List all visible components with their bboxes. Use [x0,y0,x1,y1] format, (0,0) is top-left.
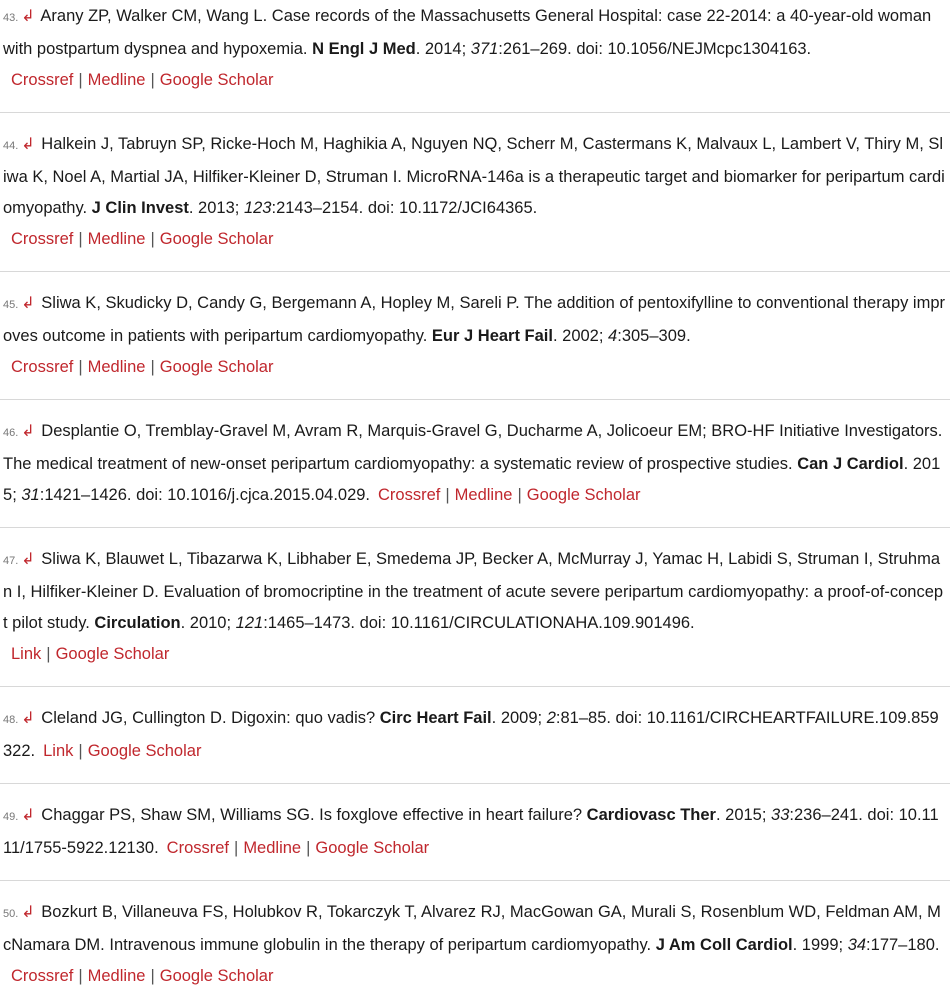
reference-title: Intravenous immune globulin in the therapy of peripartum cardiomyopathy. [109,936,652,954]
reference-number: 44. [3,140,19,152]
reference-title: Is foxglove effective in heart failure? [319,806,583,824]
reference-item: 48. ↲ Cleland JG, Cullington D. Digoxin: quo vadis? Circ Heart Fail. 2009; 2:81–85. doi: 10.1161/CIRCHEARTFAILURE.109.859322. Link | Google Scholar [0,687,950,784]
medline-link[interactable]: Medline [87,967,146,985]
google-scholar-link[interactable]: Google Scholar [159,71,274,89]
link-separator: | [78,230,83,248]
reference-item: 46. ↲ Desplantie O, Tremblay-Gravel M, Avram R, Marquis-Gravel G, Ducharme A, Jolicoeur EM; BRO-HF Initiative Investigators. The medical treatment of new-onset peripartum cardiomyopathy: a systematic review of prospective studies. Can J Cardiol. 2015; 31:1421–1426. doi: 10.1016/j.cjca.2015.04.029. Crossref | Medline | Google Scholar [0,400,950,528]
reference-journal: Circulation [94,614,181,632]
reference-doi: doi: 10.1172/JCI64365. [367,199,538,217]
reference-volume: 121 [235,614,264,632]
reference-journal: N Engl J Med [312,40,416,58]
medline-link[interactable]: Medline [87,358,146,376]
reference-pages: 177–180 [870,936,935,954]
back-to-citation-icon[interactable]: ↲ [21,423,35,440]
reference-item: 50. ↲ Bozkurt B, Villaneuva FS, Holubkov R, Tokarczyk T, Alvarez RJ, MacGowan GA, Murali S, Rosenblum WD, Feldman AM, McNamara DM. Intravenous immune globulin in the therapy of peripartum cardiomyopathy. J Am Coll Cardiol. 1999; 34:177–180.Crossref | Medline | Google Scholar [3,903,941,985]
crossref-link[interactable]: Crossref [11,967,74,985]
link-separator: | [150,967,155,985]
link-separator: | [46,645,51,663]
reference-doi: doi: 10.1161/CIRCHEARTFAILURE.109.859322. [3,709,939,760]
medline-link[interactable]: Medline [454,486,513,504]
reference-doi: doi: 10.1161/CIRCULATIONAHA.109.901496. [359,614,695,632]
back-to-citation-icon[interactable]: ↲ [21,710,35,727]
reference-volume: 4 [608,327,618,345]
reference-item: 47. ↲ Sliwa K, Blauwet L, Tibazarwa K, Libhaber E, Smedema JP, Becker A, McMurray J, Yamac H, Labidi S, Struman I, Struhman I, Hilfiker-Kleiner D. Evaluation of bromocriptine in the treatment of acute severe peripartum cardiomyopathy: a proof-of-concept pilot study. Circulation. 2010; 121:1465–1473. doi: 10.1161/CIRCULATIONAHA.109.901496. Link | Google Scholar [0,528,950,687]
reference-item: 49. ↲ Chaggar PS, Shaw SM, Williams SG. Is foxglove effective in heart failure? Cardiovasc Ther. 2015; 33:236–241. doi: 10.1111/1755-5922.12130. Crossref | Medline | Google Scholar [0,784,950,881]
back-to-citation-icon[interactable]: ↲ [21,8,35,25]
reference-volume: 31 [21,486,40,504]
reference-links [3,967,273,985]
medline-link[interactable]: Medline [243,839,302,857]
reference-pages: 305–309 [621,327,687,345]
reference-doi: doi: 10.1111/1755-5922.12130. [3,806,939,857]
reference-links [35,742,201,760]
reference-year: 1999 [801,936,839,954]
link-separator: | [150,71,155,89]
reference-title: Digoxin: quo vadis? [231,709,376,727]
back-to-citation-icon[interactable]: ↲ [21,807,35,824]
reference-pages: 236–241 [794,806,859,824]
link-separator: | [306,839,311,857]
crossref-link[interactable]: Crossref [166,839,230,857]
back-to-citation-icon[interactable]: ↲ [21,551,35,568]
reference-number: 47. [3,555,19,567]
back-to-citation-icon[interactable]: ↲ [21,904,35,921]
google-scholar-link[interactable]: Google Scholar [315,839,430,857]
reference-authors: Bozkurt B, Villaneuva FS, Holubkov R, Tokarczyk T, Alvarez RJ, MacGowan GA, Murali S, Rosenblum WD, Feldman AM, McNamara DM. [3,903,941,954]
link-separator: | [234,839,239,857]
crossref-link[interactable]: Crossref [11,71,74,89]
reference-authors: Sliwa K, Skudicky D, Candy G, Bergemann A, Hopley M, Sareli P. [41,294,520,312]
reference-journal: Circ Heart Fail [379,709,492,727]
google-scholar-link[interactable]: Google Scholar [87,742,202,760]
reference-year: 2015 [3,455,941,504]
reference-pages: 1465–1473 [267,614,351,632]
medline-link[interactable]: Medline [87,71,146,89]
link-separator: | [150,358,155,376]
google-scholar-link[interactable]: Google Scholar [159,358,274,376]
reference-number: 43. [3,12,19,24]
google-scholar-link[interactable]: Google Scholar [159,967,274,985]
back-to-citation-icon[interactable]: ↲ [21,136,35,153]
reference-title: The addition of pentoxifylline to conventional therapy improves outcome in patients with peripartum cardiomyopathy. [3,294,945,345]
reference-title: The medical treatment of new-onset peripartum cardiomyopathy: a systematic review of prospective studies. [3,455,793,473]
reference-authors: Cleland JG, Cullington D. [41,709,227,727]
reference-authors: Desplantie O, Tremblay-Gravel M, Avram R, Marquis-Gravel G, Ducharme A, Jolicoeur EM; BRO-HF Initiative Investigators. [41,422,943,440]
reference-authors: Halkein J, Tabruyn SP, Ricke-Hoch M, Haghikia A, Nguyen NQ, Scherr M, Castermans K, Malvaux L, Lambert V, Thiry M, Sliwa K, Noel A, Martial JA, Hilfiker-Kleiner D, Struman I. [3,135,944,186]
reference-year: 2010 [189,614,227,632]
google-scholar-link[interactable]: Google Scholar [526,486,641,504]
link-link[interactable]: Link [43,742,74,760]
reference-pages: 2143–2154 [276,199,359,217]
reference-year: 2014 [424,40,462,58]
reference-authors: Sliwa K, Blauwet L, Tibazarwa K, Libhaber E, Smedema JP, Becker A, McMurray J, Yamac H, Labidi S, Struman I, Struhman I, Hilfiker-Kleiner D. [3,550,941,601]
back-to-citation-icon[interactable]: ↲ [21,295,35,312]
google-scholar-link[interactable]: Google Scholar [159,230,274,248]
crossref-link[interactable]: Crossref [11,230,74,248]
reference-journal: J Am Coll Cardiol [655,936,793,954]
link-separator: | [78,967,83,985]
reference-links [370,486,640,504]
link-separator: | [517,486,522,504]
reference-title: Evaluation of bromocriptine in the treatment of acute severe peripartum cardiomyopathy: a proof-of-concept pilot study. [3,583,944,632]
reference-doi: doi: 10.1016/j.cjca.2015.04.029. [136,486,371,504]
reference-title: Case records of the Massachusetts General Hospital: case 22-2014: a 40-year-old woman with postpartum dyspnea and hypoxemia. [3,7,932,58]
reference-number: 45. [3,299,19,311]
link-separator: | [78,71,83,89]
reference-year: 2009 [500,709,538,727]
reference-journal: J Clin Invest [91,199,189,217]
link-separator: | [78,358,83,376]
reference-item: 43. ↲ Arany ZP, Walker CM, Wang L. Case records of the Massachusetts General Hospital: case 22-2014: a 40-year-old woman with postpartum dyspnea and hypoxemia. N Engl J Med. 2014; 371:261–269. doi: 10.1056/NEJMcpc1304163. Crossref | Medline | Google Scholar [0,0,950,113]
reference-number: 49. [3,811,19,823]
reference-journal: Cardiovasc Ther [586,806,716,824]
reference-volume: 34 [847,936,867,954]
reference-number: 48. [3,714,19,726]
crossref-link[interactable]: Crossref [378,486,441,504]
reference-doi: doi: 10.1056/NEJMcpc1304163. [576,40,812,58]
link-separator: | [445,486,450,504]
crossref-link[interactable]: Crossref [11,358,74,376]
reference-volume: 33 [771,806,790,824]
reference-authors: Chaggar PS, Shaw SM, Williams SG. [41,806,315,824]
reference-journal: Eur J Heart Fail [431,327,553,345]
link-separator: | [150,230,155,248]
reference-volume: 371 [470,40,499,58]
google-scholar-link[interactable]: Google Scholar [55,645,170,663]
reference-year: 2002 [562,327,599,345]
reference-links [3,352,946,383]
reference-authors: Arany ZP, Walker CM, Wang L. [40,7,268,25]
reference-journal: Can J Cardiol [797,455,904,473]
reference-year: 2015 [725,806,762,824]
reference-pages: 81–85 [560,709,607,727]
link-link[interactable]: Link [11,645,42,663]
medline-link[interactable]: Medline [87,230,146,248]
reference-links [3,639,946,670]
link-separator: | [78,742,83,760]
reference-volume: 123 [243,199,272,217]
reference-links [3,224,946,255]
reference-links [159,839,429,857]
reference-number: 46. [3,427,19,439]
reference-item: 45. ↲ Sliwa K, Skudicky D, Candy G, Bergemann A, Hopley M, Sareli P. The addition of pentoxifylline to conventional therapy improves outcome in patients with peripartum cardiomyopathy. Eur J Heart Fail. 2002; 4:305–309. Crossref | Medline | Google Scholar [0,272,950,400]
reference-year: 2013 [198,199,235,217]
reference-title: MicroRNA-146a is a therapeutic target and biomarker for peripartum cardiomyopathy. [3,168,945,217]
reference-item: 44. ↲ Halkein J, Tabruyn SP, Ricke-Hoch M, Haghikia A, Nguyen NQ, Scherr M, Castermans K, Malvaux L, Lambert V, Thiry M, Sliwa K, Noel A, Martial JA, Hilfiker-Kleiner D, Struman I. MicroRNA-146a is a therapeutic target and biomarker for peripartum cardiomyopathy. J Clin Invest. 2013; 123:2143–2154. doi: 10.1172/JCI64365. Crossref | Medline | Google Scholar [0,113,950,272]
reference-pages: 1421–1426 [44,486,127,504]
reference-number: 50. [3,908,19,920]
reference-links [3,65,946,96]
reference-volume: 2 [546,709,556,727]
reference-pages: 261–269 [502,40,568,58]
